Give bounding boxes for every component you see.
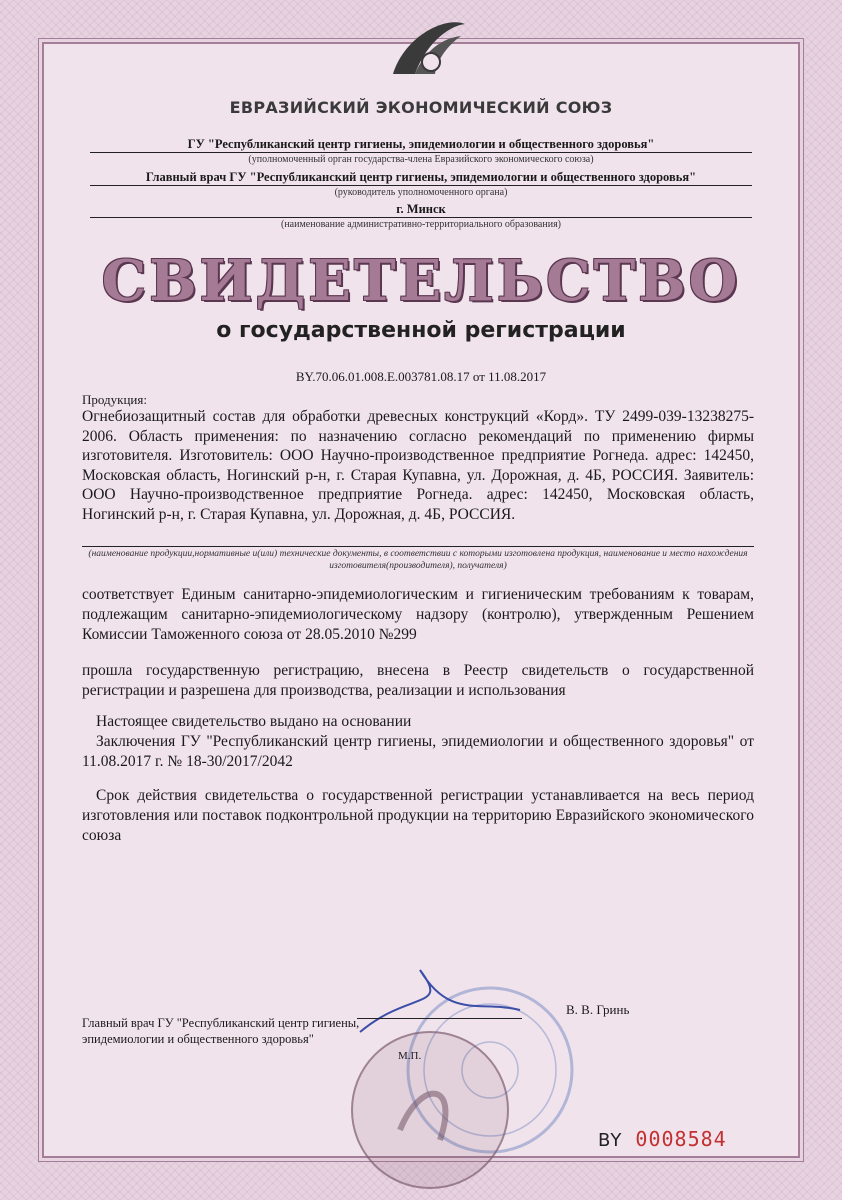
signature-line (357, 1018, 522, 1019)
divider (90, 185, 752, 186)
registration-text: прошла государственную регистрацию, внесена в Реестр свидетельств о государственной регистрации и разрешена для производства, реализации и использования (82, 662, 754, 699)
signatory-position: Главный врач ГУ "Республиканский центр гигиены, эпидемиологии и общественного здоровья" (82, 1016, 360, 1046)
head-caption: (руководитель уполномоченного органа) (334, 187, 508, 198)
compliance-text: соответствует Единым санитарно-эпидемиологическим и гигиеническим требованиям к товарам, подлежащим санитарно-эпидемиологическому надзору (контролю), утвержденным Решением Комиссии Таможенного союза от 28.05.2010 №299 (82, 586, 754, 643)
serial-number (598, 1127, 727, 1151)
city-name: г. Минск (396, 202, 446, 216)
product-description: Огнебиозащитный состав для обработки древесных конструкций «Корд». ТУ 2499-039-13238275-2006. Область применения: по назначению согласно рекомендаций по применению фирмы изготовителя. Изготовитель: ООО Научно-производственное предприятие Рогнеда. адрес: 142450, Московская область, Ногинский р-н, г. Старая Купавна, ул. Дорожная, д. 4Б, РОССИЯ. Заявитель: ООО Научно-производственное предприятие Рогнеда. адрес: 142450, Московская область, Ногинский р-н, г. Старая Купавна, ул. Дорожная, д. 4Б, РОССИЯ. (82, 408, 754, 523)
stamp-place: М.П. (398, 1050, 422, 1062)
serial-prefix: BY (598, 1130, 623, 1151)
authority-name: ГУ "Республиканский центр гигиены, эпидемиологии и общественного здоровья" (187, 137, 655, 151)
basis-text: Заключения ГУ "Республиканский центр гигиены, эпидемиологии и общественного здоровья" от 11.08.2017 г. № 18-30/2017/2042 (82, 733, 754, 770)
signatory-name: В. В. Гринь (566, 1002, 630, 1017)
certificate-subtitle: о государственной регистрации (216, 318, 626, 343)
eaeu-logo-icon (385, 16, 469, 92)
head-name: Главный врач ГУ "Республиканский центр гигиены, эпидемиологии и общественного здоровья" (145, 170, 697, 184)
product-label: Продукция: (82, 392, 147, 407)
registration-number: BY.70.06.01.008.E.003781.08.17 от 11.08.2017 (295, 369, 547, 384)
divider (90, 152, 752, 153)
divider (82, 546, 754, 547)
stamp-seal-icon (330, 950, 630, 1200)
union-name: ЕВРАЗИЙСКИЙ ЭКОНОМИЧЕСКИЙ СОЮЗ (229, 98, 613, 117)
basis-intro: Настоящее свидетельство выдано на основании (96, 713, 412, 730)
city-caption: (наименование административно-территориального образования) (280, 219, 561, 230)
product-caption: (наименование продукции,нормативные и(или) технические документы, в соответствии с которыми изготовлена продукция, наименование и место нахождения изготовителя(производителя), получателя) (88, 549, 748, 571)
authority-caption: (уполномоченный орган государства-члена Евразийского экономического союза) (248, 154, 594, 165)
validity-text: Срок действия свидетельства о государственной регистрации устанавливается на весь период изготовления или поставок подконтрольной продукции на территорию Евразийского экономического союза (82, 787, 754, 844)
divider (90, 217, 752, 218)
certificate-title: СВИДЕТЕЛЬСТВО (101, 248, 741, 314)
serial-digits: 0008584 (635, 1127, 727, 1151)
